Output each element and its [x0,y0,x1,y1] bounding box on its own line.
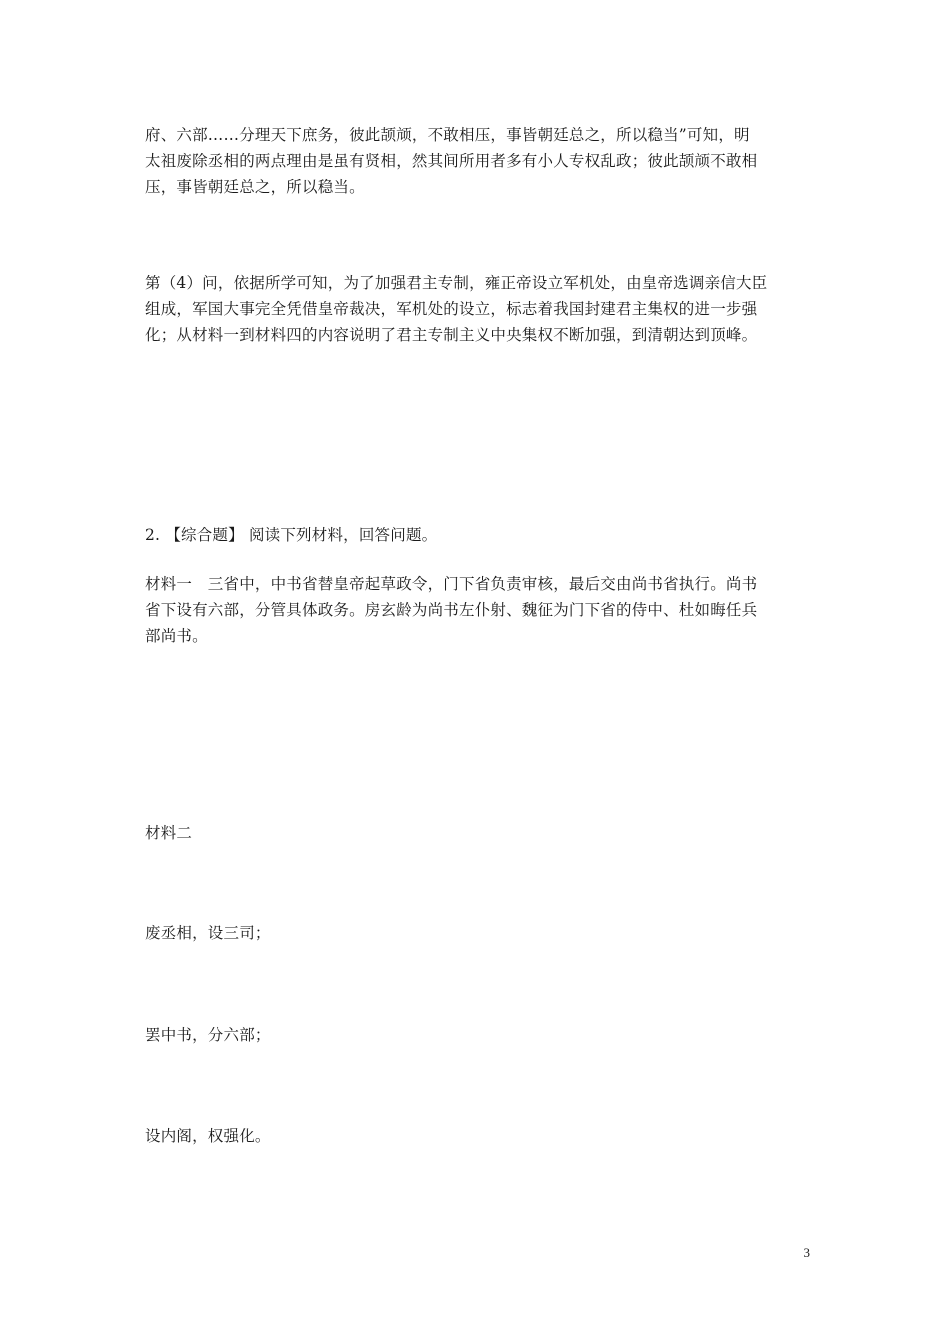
text-line: 设内阁，权强化。 [145,1127,271,1145]
text-line: 省下设有六部，分管具体政务。房玄龄为尚书左仆射、魏征为门下省的侍中、杜如晦任兵 [145,601,758,619]
text-line: 第（4）问，依据所学可知，为了加强君主专制，雍正帝设立军机处，由皇帝选调亲信大臣 [145,274,768,292]
text-line: 材料一 三省中，中书省替皇帝起草政令，门下省负责审核，最后交由尚书省执行。尚书 [145,575,758,593]
text-line: 压，事皆朝廷总之，所以稳当。 [145,178,365,196]
text-line: 罢中书，分六部； [145,1026,271,1044]
page-number: 3 [803,1245,810,1260]
text-line: 组成，军国大事完全凭借皇帝裁决，军机处的设立，标志着我国封建君主集权的进一步强 [145,300,758,318]
paragraph-answer-4 [145,270,807,348]
question-2-heading [145,522,807,548]
paragraph-answer-3-conclusion [145,122,807,200]
material-1 [145,571,807,649]
text-line: 化；从材料一到材料四的内容说明了君主专制主义中央集权不断加强，到清朝达到顶峰。 [145,326,758,344]
material-2-item-1 [145,920,807,946]
text-line: 2. 【综合题】 阅读下列材料，回答问题。 [145,526,438,544]
text-line: 太祖废除丞相的两点理由是虽有贤相，然其间所用者多有小人专权乱政；彼此颉颃不敢相 [145,152,758,170]
text-line: 部尚书。 [145,627,208,645]
material-2-item-2 [145,1022,807,1048]
text-line: 府、六部……分理天下庶务，彼此颉颃，不敢相压，事皆朝廷总之，所以稳当”可知，明 [145,126,750,144]
text-line: 材料二 [145,824,193,842]
text-line: 废丞相，设三司； [145,924,271,942]
material-2-item-3 [145,1123,807,1149]
material-2-label [145,820,807,846]
